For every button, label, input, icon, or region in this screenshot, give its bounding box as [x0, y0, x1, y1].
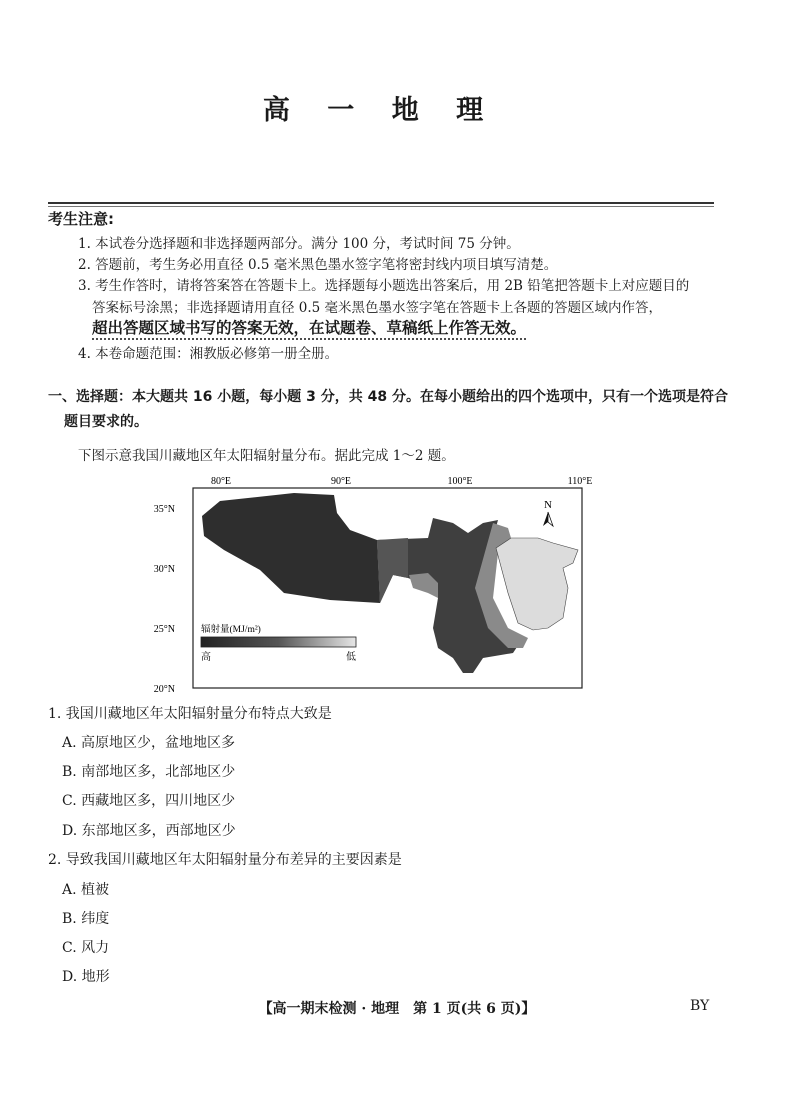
legend-high: 高 — [201, 652, 211, 663]
section-heading-cont: 题目要求的。 — [64, 414, 148, 430]
solar-radiation-map — [153, 472, 600, 695]
lat-label: 25°N — [153, 624, 175, 635]
notice-item: 4. 本卷命题范围：湘教版必修第一册全册。 — [78, 346, 339, 362]
lon-label: 90°E — [330, 476, 352, 487]
question-option: A. 植被 — [62, 882, 110, 898]
lon-label: 80°E — [210, 476, 232, 487]
question-option: C. 西藏地区多，四川地区少 — [62, 793, 236, 809]
divider — [48, 206, 714, 207]
question-stem: 1. 我国川藏地区年太阳辐射量分布特点大致是 — [48, 706, 332, 722]
question-option: D. 地形 — [62, 969, 110, 985]
question-option: A. 高原地区少，盆地地区多 — [62, 735, 236, 751]
footer-code: BY — [690, 998, 710, 1014]
legend-low: 低 — [346, 652, 356, 663]
question-option: B. 南部地区多，北部地区少 — [62, 764, 236, 780]
lon-label: 110°E — [567, 476, 593, 487]
question-option: B. 纬度 — [62, 911, 110, 927]
footer-page-info: 【高一期末检测 · 地理 第 1 页(共 6 页)】 — [258, 1001, 536, 1017]
notice-item: 2. 答题前，考生务必用直径 0.5 毫米黑色墨水签字笔将密封线内项目填写清楚。 — [78, 257, 558, 273]
figure-intro: 下图示意我国川藏地区年太阳辐射量分布。据此完成 1～2 题。 — [78, 448, 455, 464]
notice-item: 答案标号涂黑；非选择题请用直径 0.5 毫米黑色墨水签字笔在答题卡上各题的答题区域内作答， — [92, 300, 663, 316]
notice-item: 1. 本试卷分选择题和非选择题两部分。满分 100 分，考试时间 75 分钟。 — [78, 236, 520, 252]
lat-label: 20°N — [153, 684, 175, 695]
lat-label: 30°N — [153, 564, 175, 575]
question-stem: 2. 导致我国川藏地区年太阳辐射量分布差异的主要因素是 — [48, 852, 402, 868]
notice-item-emphasis: 超出答题区域书写的答案无效，在试题卷、草稿纸上作答无效。 — [92, 319, 527, 337]
lat-label: 35°N — [153, 504, 175, 515]
divider — [48, 202, 714, 204]
lon-label: 100°E — [447, 476, 473, 487]
question-option: C. 风力 — [62, 940, 110, 956]
legend-bar — [201, 637, 356, 647]
notice-item: 3. 考生作答时，请将答案答在答题卡上。选择题每小题选出答案后，用 2B 铅笔把答题卡上对应题目的 — [78, 278, 690, 294]
section-heading: 一、选择题：本大题共 16 小题，每小题 3 分，共 48 分。在每小题给出的四个选项中，只有一个选项是符合 — [48, 389, 728, 405]
legend-title: 辐射量(MJ/m²) — [201, 625, 261, 635]
question-option: D. 东部地区多，西部地区少 — [62, 823, 236, 839]
svg-text:N: N — [544, 499, 552, 511]
notice-heading: 考生注意: — [48, 210, 114, 228]
page-title: 高 一 地 理 — [262, 95, 498, 126]
